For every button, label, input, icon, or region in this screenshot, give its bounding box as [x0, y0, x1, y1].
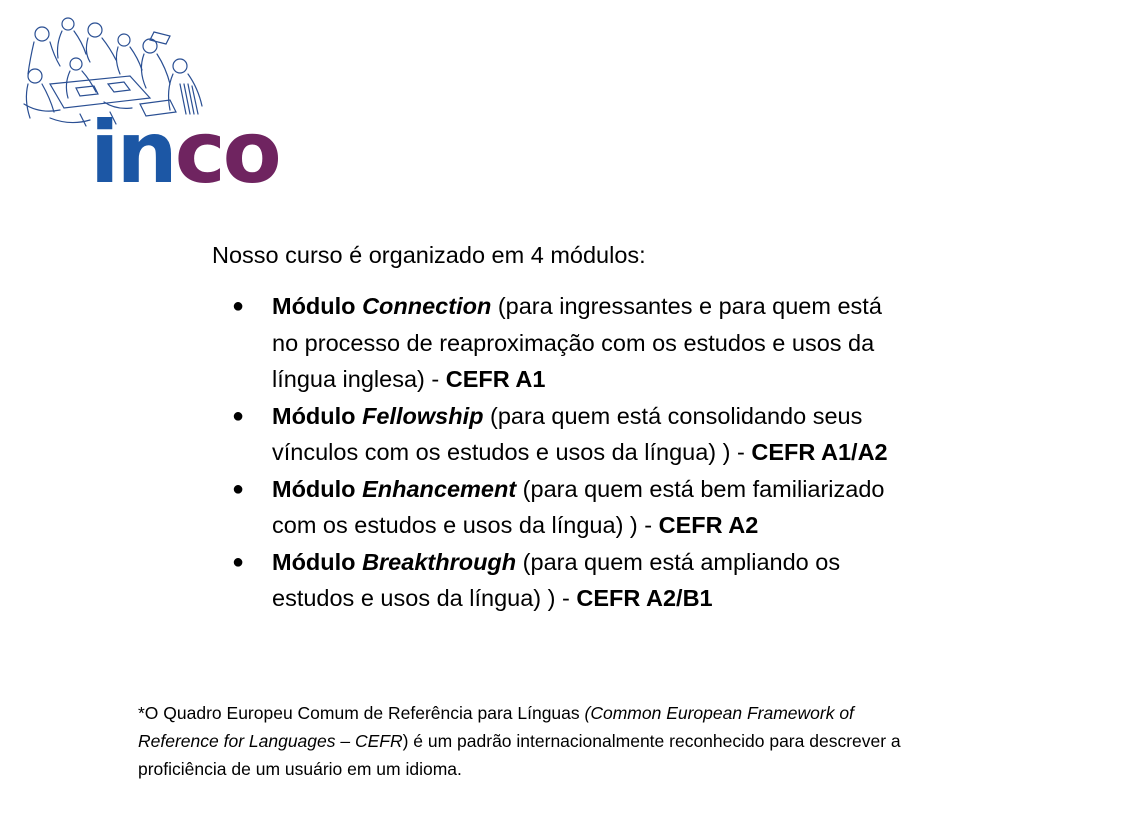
module-line — [272, 361, 988, 398]
footnote-line — [138, 727, 1038, 755]
module-line — [272, 580, 988, 617]
bullet-icon: ● — [232, 404, 245, 427]
module-name: Breakthrough — [362, 548, 517, 575]
module-description: com os estudos e usos da língua) ) - — [272, 512, 659, 538]
inco-wordmark — [90, 103, 279, 203]
footnote-line — [138, 699, 1038, 727]
module-prefix: Módulo — [272, 475, 363, 502]
module-name: Enhancement — [362, 475, 517, 502]
bullet-icon: ● — [232, 550, 245, 573]
module-line — [272, 544, 988, 581]
bullet-icon: ● — [232, 477, 245, 500]
intro-text: Nosso curso é organizado em 4 módulos: — [212, 242, 646, 268]
module-line — [272, 434, 988, 471]
list-item-module-enhancement — [228, 471, 988, 544]
footnote-line: proficiência de um usuário em um idioma. — [138, 759, 462, 779]
bullet-icon: ● — [232, 295, 245, 317]
module-name: Connection — [362, 293, 492, 319]
module-name: Fellowship — [362, 402, 484, 429]
module-description: estudos e usos da língua) ) - — [272, 585, 577, 611]
footnote-text: ) é um padrão internacionalmente reconhecido para descrever a — [402, 731, 901, 751]
module-line — [272, 398, 988, 435]
footnote-english-name: Reference for Languages – CEFR — [138, 731, 403, 751]
logo-text-co: co — [174, 103, 279, 203]
module-line — [272, 507, 988, 544]
module-line — [272, 471, 988, 508]
module-level: CEFR A2/B1 — [576, 585, 713, 611]
logo-text-in: in — [90, 103, 175, 203]
cefr-footnote — [138, 699, 1038, 783]
module-description-line: no processo de reaproximação com os estudos e usos da — [272, 329, 875, 356]
footnote-text: *O Quadro Europeu Comum de Referência para Línguas — [138, 703, 585, 723]
footnote-english-name: (Common European Framework of — [584, 703, 854, 723]
module-description: vínculos com os estudos e usos da língua) ) - — [272, 439, 752, 465]
module-level: CEFR A2 — [658, 512, 759, 538]
module-description: (para quem está consolidando seus — [483, 402, 863, 429]
list-item-module-breakthrough — [228, 544, 988, 617]
module-description: língua inglesa) - — [272, 366, 446, 392]
inco-logo — [20, 14, 310, 204]
module-prefix: Módulo — [272, 402, 363, 429]
list-item-module-connection — [228, 288, 988, 398]
modules-list — [228, 288, 988, 617]
module-prefix: Módulo — [272, 548, 363, 575]
module-description: (para quem está ampliando os — [516, 548, 841, 575]
module-description: (para quem está bem familiarizado — [516, 475, 885, 502]
module-prefix: Módulo — [272, 293, 363, 319]
module-description: (para ingressantes e para quem está — [491, 293, 882, 319]
module-level: CEFR A1 — [445, 366, 546, 392]
module-level: CEFR A1/A2 — [751, 439, 888, 465]
module-line — [272, 288, 988, 325]
list-item-module-fellowship — [228, 398, 988, 471]
